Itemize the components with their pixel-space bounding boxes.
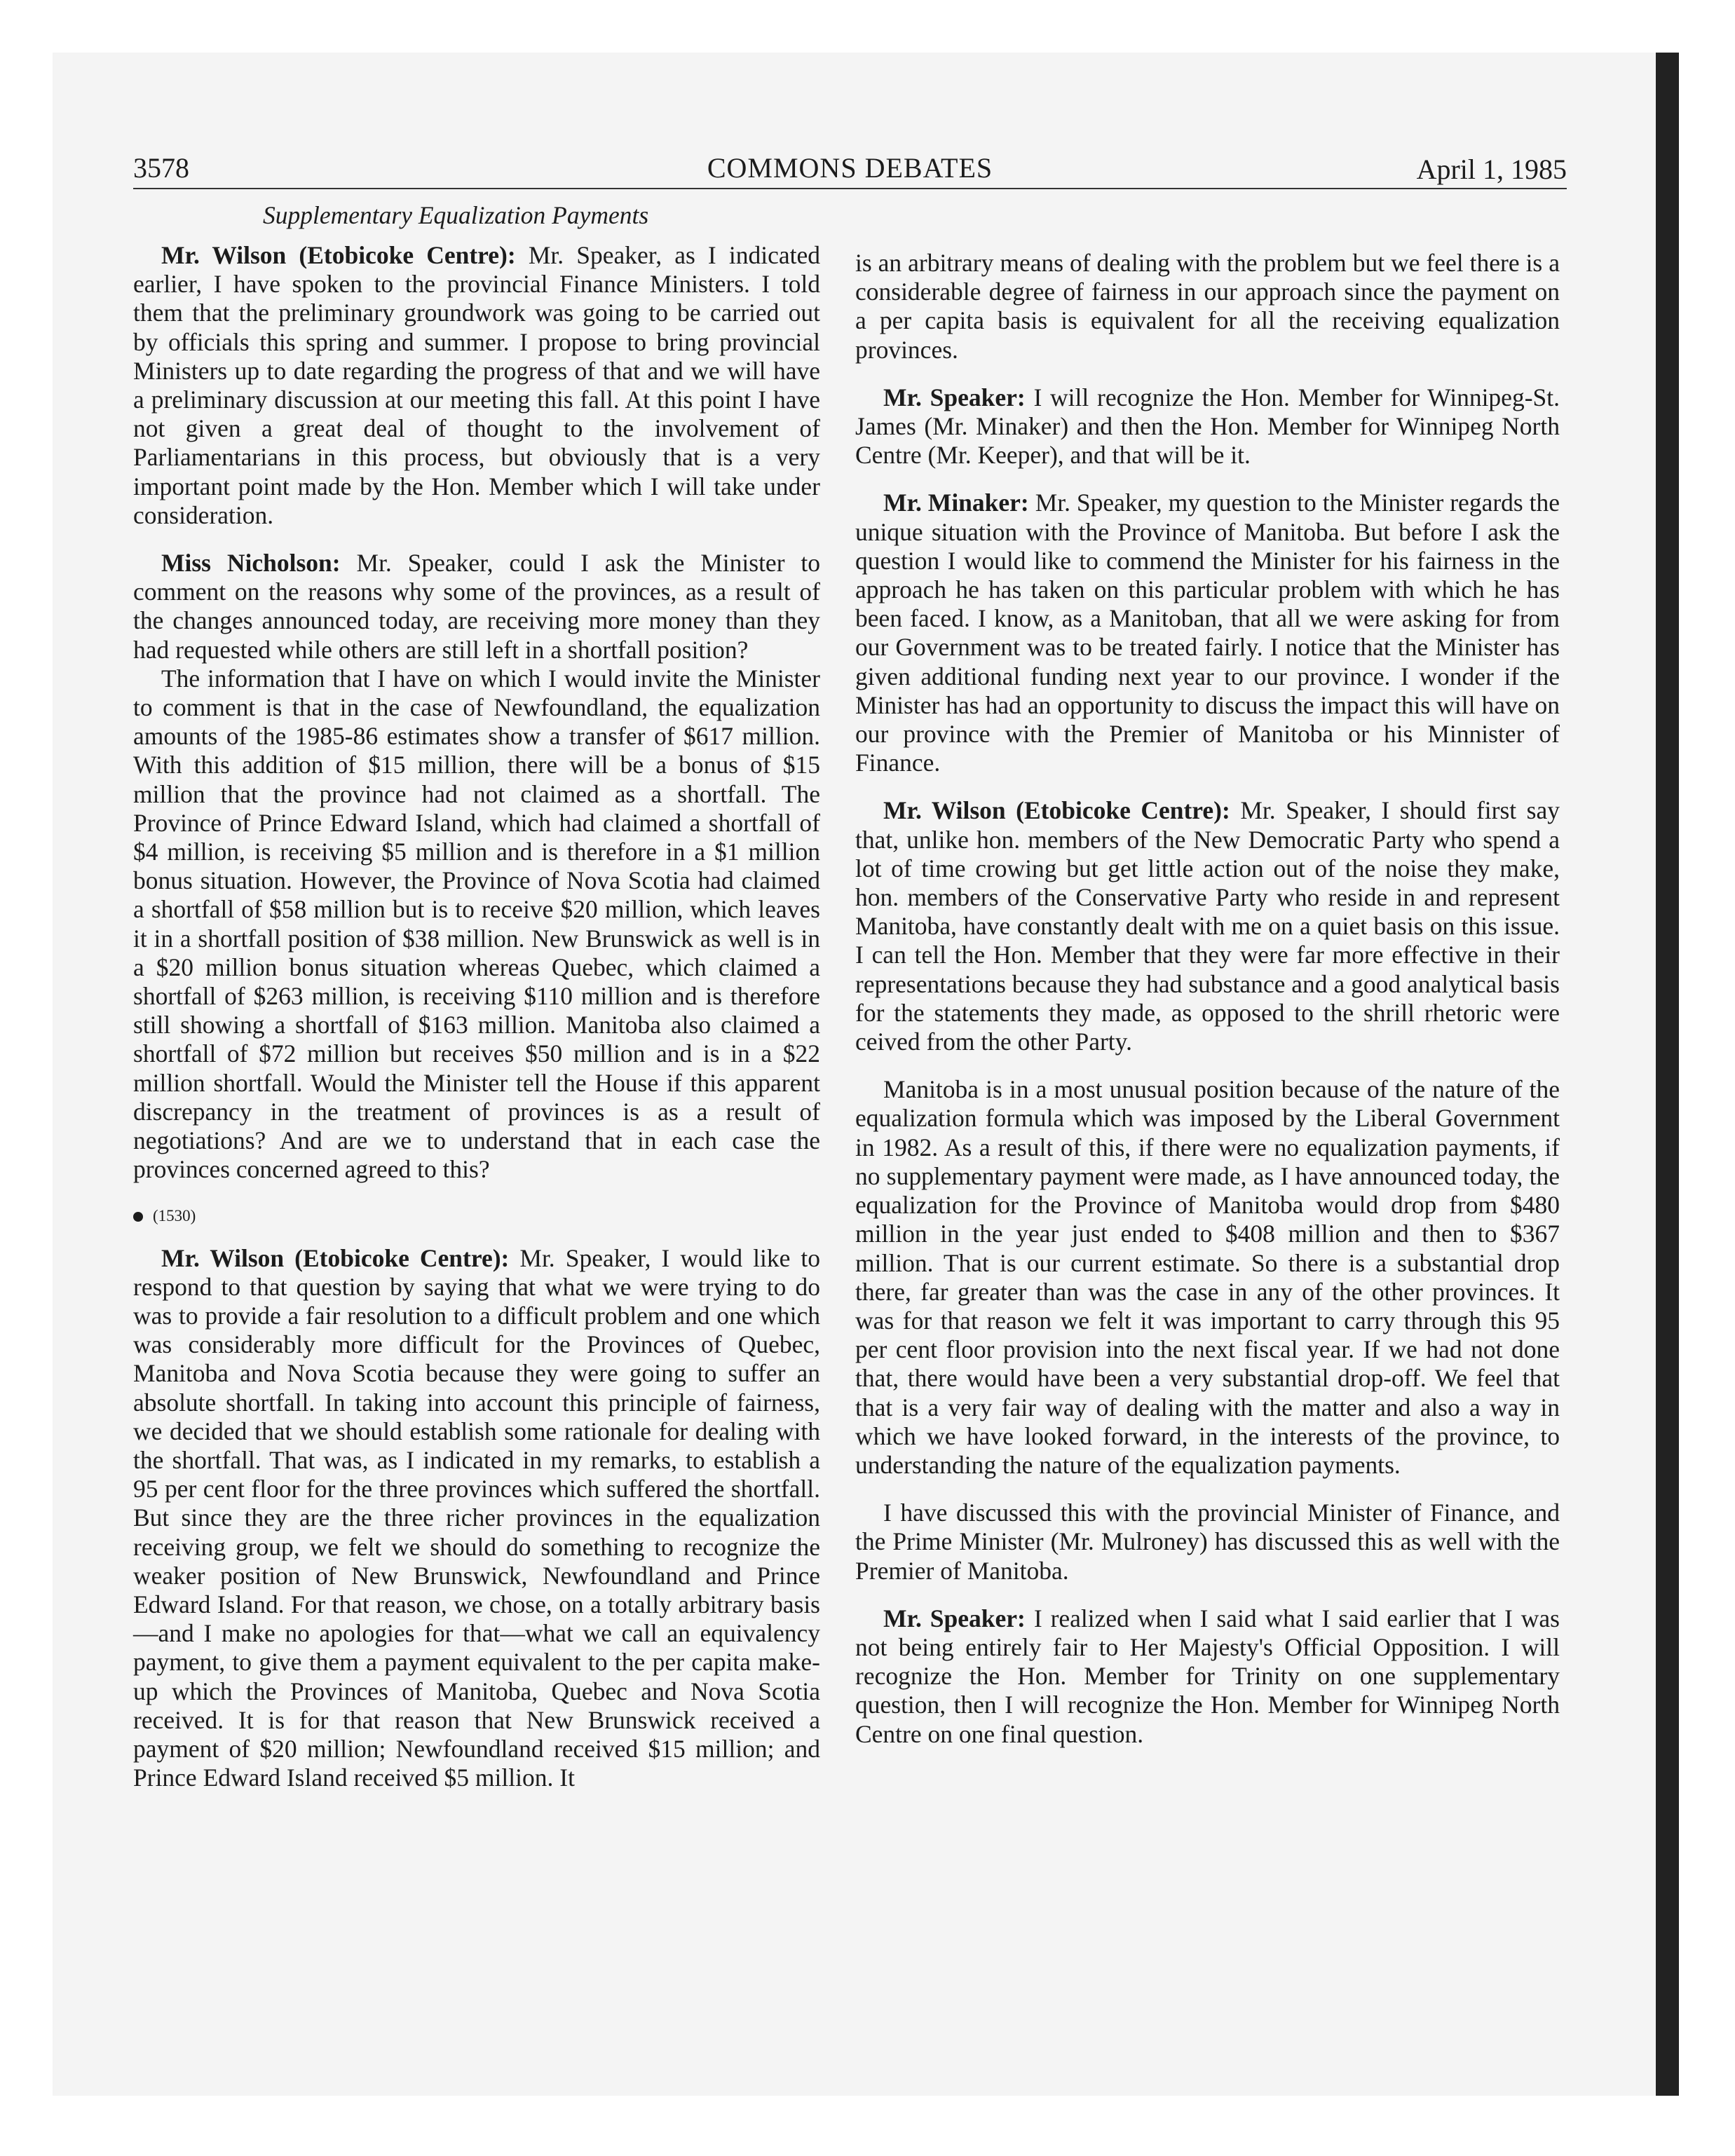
- speech-text: Mr. Speaker, as I indicated earlier, I have spoken to the provincial Finance Ministers. I told them that the preliminary groundwork was going to be carried out by officials this spring and summer. I propose to bring provincial Ministers up to date regarding the progress of that and we will have a preliminary discussion at our meeting this fall. At this point I have not given a great deal of thought to the involvement of Parliamentarians in this process, but obviously that is a very important point made by the Hon. Member which I will take under consideration.: [133, 241, 820, 529]
- speech-text: Mr. Speaker, my question to the Minister regards the unique situation with the Province of Manitoba. But before I ask the question I would like to commend the Minister for his fairness in the approach he has taken on this particular problem with which he has been faced. I know, as a Manitoban, that all we were asking for from our Government was to be treated fairly. I notice that the Minister has given additional funding next year to our province. I wonder if the Minister has had an opportunity to discuss the impact this will have on our province with the Premier of Manitoba or his Minnister of Finance.: [855, 489, 1560, 777]
- page-header: [133, 147, 1567, 189]
- speech-paragraph: [855, 1604, 1560, 1749]
- speech-text: I will recognize the Hon. Member for Winnipeg-St. James (Mr. Minaker) and then the Hon. Member for Winnipeg North Centre (Mr. Keeper), and that will be it.: [855, 383, 1560, 470]
- page-date: April 1, 1985: [1416, 153, 1567, 185]
- speech-paragraph: [133, 241, 820, 530]
- speech-text: Mr. Speaker, I should first say that, unlike hon. members of the New Democratic Party who spend a lot of time crowing but get little action out of the noise they make, hon. members of the Conservative Party who reside in and represent Manitoba, have constantly dealt with me on a quiet basis on this issue. I can tell the Hon. Member that they were far more effective in their representations because they had substance and a good analytical basis for the statements they made, as opposed to the shrill rhetoric were ceived from the other Party.: [855, 796, 1560, 1056]
- speech-paragraph: [855, 796, 1560, 1056]
- speaker-name: Mr. Wilson (Etobicoke Centre):: [883, 796, 1230, 825]
- time-marker: [133, 1203, 820, 1229]
- speech-paragraph: [133, 1244, 820, 1793]
- speaker-name: Mr. Wilson (Etobicoke Centre):: [161, 241, 516, 269]
- bullet-dot-icon: [133, 1212, 143, 1222]
- speaker-name: Mr. Wilson (Etobicoke Centre):: [161, 1243, 510, 1272]
- speech-paragraph: [855, 489, 1560, 777]
- speaker-name: Mr. Speaker:: [883, 1604, 1026, 1632]
- speech-paragraph: [855, 383, 1560, 470]
- speech-text: Mr. Speaker, I would like to respond to that question by saying that what we were trying to do was to provide a fair resolution to a difficult problem and one which was considerably more difficult for the Provinces of Quebec, Manitoba and Nova Scotia because they were going to suffer an absolute shortfall. In taking into account this principle of fairness, we decided that we should establish some rationale for dealing with the shortfall. That was, as I indicated in my remarks, to establish a 95 per cent floor for the three provinces which suffered the shortfall. But since they are the three richer provinces in the equalization receiving group, we felt we should do something to recognize the weaker position of New Brunswick, Newfoundland and Prince Edward Island. For that reason, we chose, on a totally arbitrary basis—and I make no apologies for that—what we call an equivalency payment, to give them a payment equivalent to the per capita make-up which the Provinces of Manitoba, Quebec and Nova Scotia received. It is for that reason that New Brunswick received a payment of $20 million; Newfoundland received $15 million; and Prince Edward Island received $5 million. It: [133, 1243, 820, 1792]
- time-marker-text: (1530): [153, 1206, 196, 1224]
- page-number: 3578: [133, 152, 189, 184]
- speech-paragraph: Manitoba is in a most unusual position because of the nature of the equalization formula which was imposed by the Liberal Government in 1982. As a result of this, if there were no equalization payments, if no supplementary payment were made, as I have announced today, the equalization for the Province of Manitoba would drop from $480 million in the year just ended to $408 million and then to $367 million. That is our current estimate. So there is a substantial drop there, far greater than was the case in any of the other provinces. It was for that reason we felt it was important to carry through this 95 per cent floor provision into the next fiscal year. If we had not done that, there would have been a very substantial drop-off. We feel that that is a very fair way of dealing with the matter and also a way in which we have looked forward, in the interests of the province, to understanding the nature of the equalization payments.: [855, 1075, 1560, 1479]
- right-column: [855, 249, 1560, 1768]
- speaker-name: Miss Nicholson:: [161, 549, 341, 578]
- header-rule: [133, 188, 1567, 189]
- speech-paragraph: is an arbitrary means of dealing with the problem but we feel there is a considerable degree of fairness in our approach since the payment on a per capita basis is equivalent for all the receiving equalization provinces.: [855, 249, 1560, 364]
- publication-title: COMMONS DEBATES: [707, 152, 993, 184]
- speech-paragraph: The information that I have on which I would invite the Minister to comment is that in the case of Newfoundland, the equalization amounts of the 1985-86 estimates show a transfer of $617 million. With this addition of $15 million, there will be a bonus of $15 million that the province had not claimed as a shortfall. The Province of Prince Edward Island, which had claimed a shortfall of $4 million, is receiving $5 million and is therefore in a $1 million bonus situation. However, the Province of Nova Scotia had claimed a shortfall of $58 million but is to receive $20 million, which leaves it in a shortfall position of $38 million. New Brunswick as well is in a $20 million bonus situation whereas Quebec, which claimed a shortfall of $263 million, is receiving $110 million and is therefore still showing a shortfall of $163 million. Manitoba also claimed a shortfall of $72 million but receives $50 million and is in a $22 million shortfall. Would the Minister tell the House if this apparent discrepancy in the treatment of provinces is as a result of negotiations? And are we to understand that in each case the provinces concerned agreed to this?: [133, 664, 820, 1184]
- left-column: [133, 200, 820, 1811]
- speech-paragraph: [133, 549, 820, 664]
- section-subheading: Supplementary Equalization Payments: [263, 201, 649, 229]
- speech-text: Mr. Speaker, could I ask the Minister to comment on the reasons why some of the provinces, as a result of the changes announced today, are receiving more money than they had requested while others are still left in a shortfall position?: [133, 549, 820, 664]
- speech-paragraph: I have discussed this with the provincial Minister of Finance, and the Prime Minister (Mr. Mulroney) has discussed this as well with the Premier of Manitoba.: [855, 1499, 1560, 1585]
- speech-text: I realized when I said what I said earlier that I was not being entirely fair to Her Majesty's Official Opposition. I will recognize the Hon. Member for Trinity on one supplementary question, then I will recognize the Hon. Member for Winnipeg North Centre on one final question.: [855, 1604, 1560, 1748]
- speaker-name: Mr. Speaker:: [883, 383, 1026, 411]
- speaker-name: Mr. Minaker:: [883, 489, 1029, 517]
- scan-edge-bar: [1656, 53, 1679, 2096]
